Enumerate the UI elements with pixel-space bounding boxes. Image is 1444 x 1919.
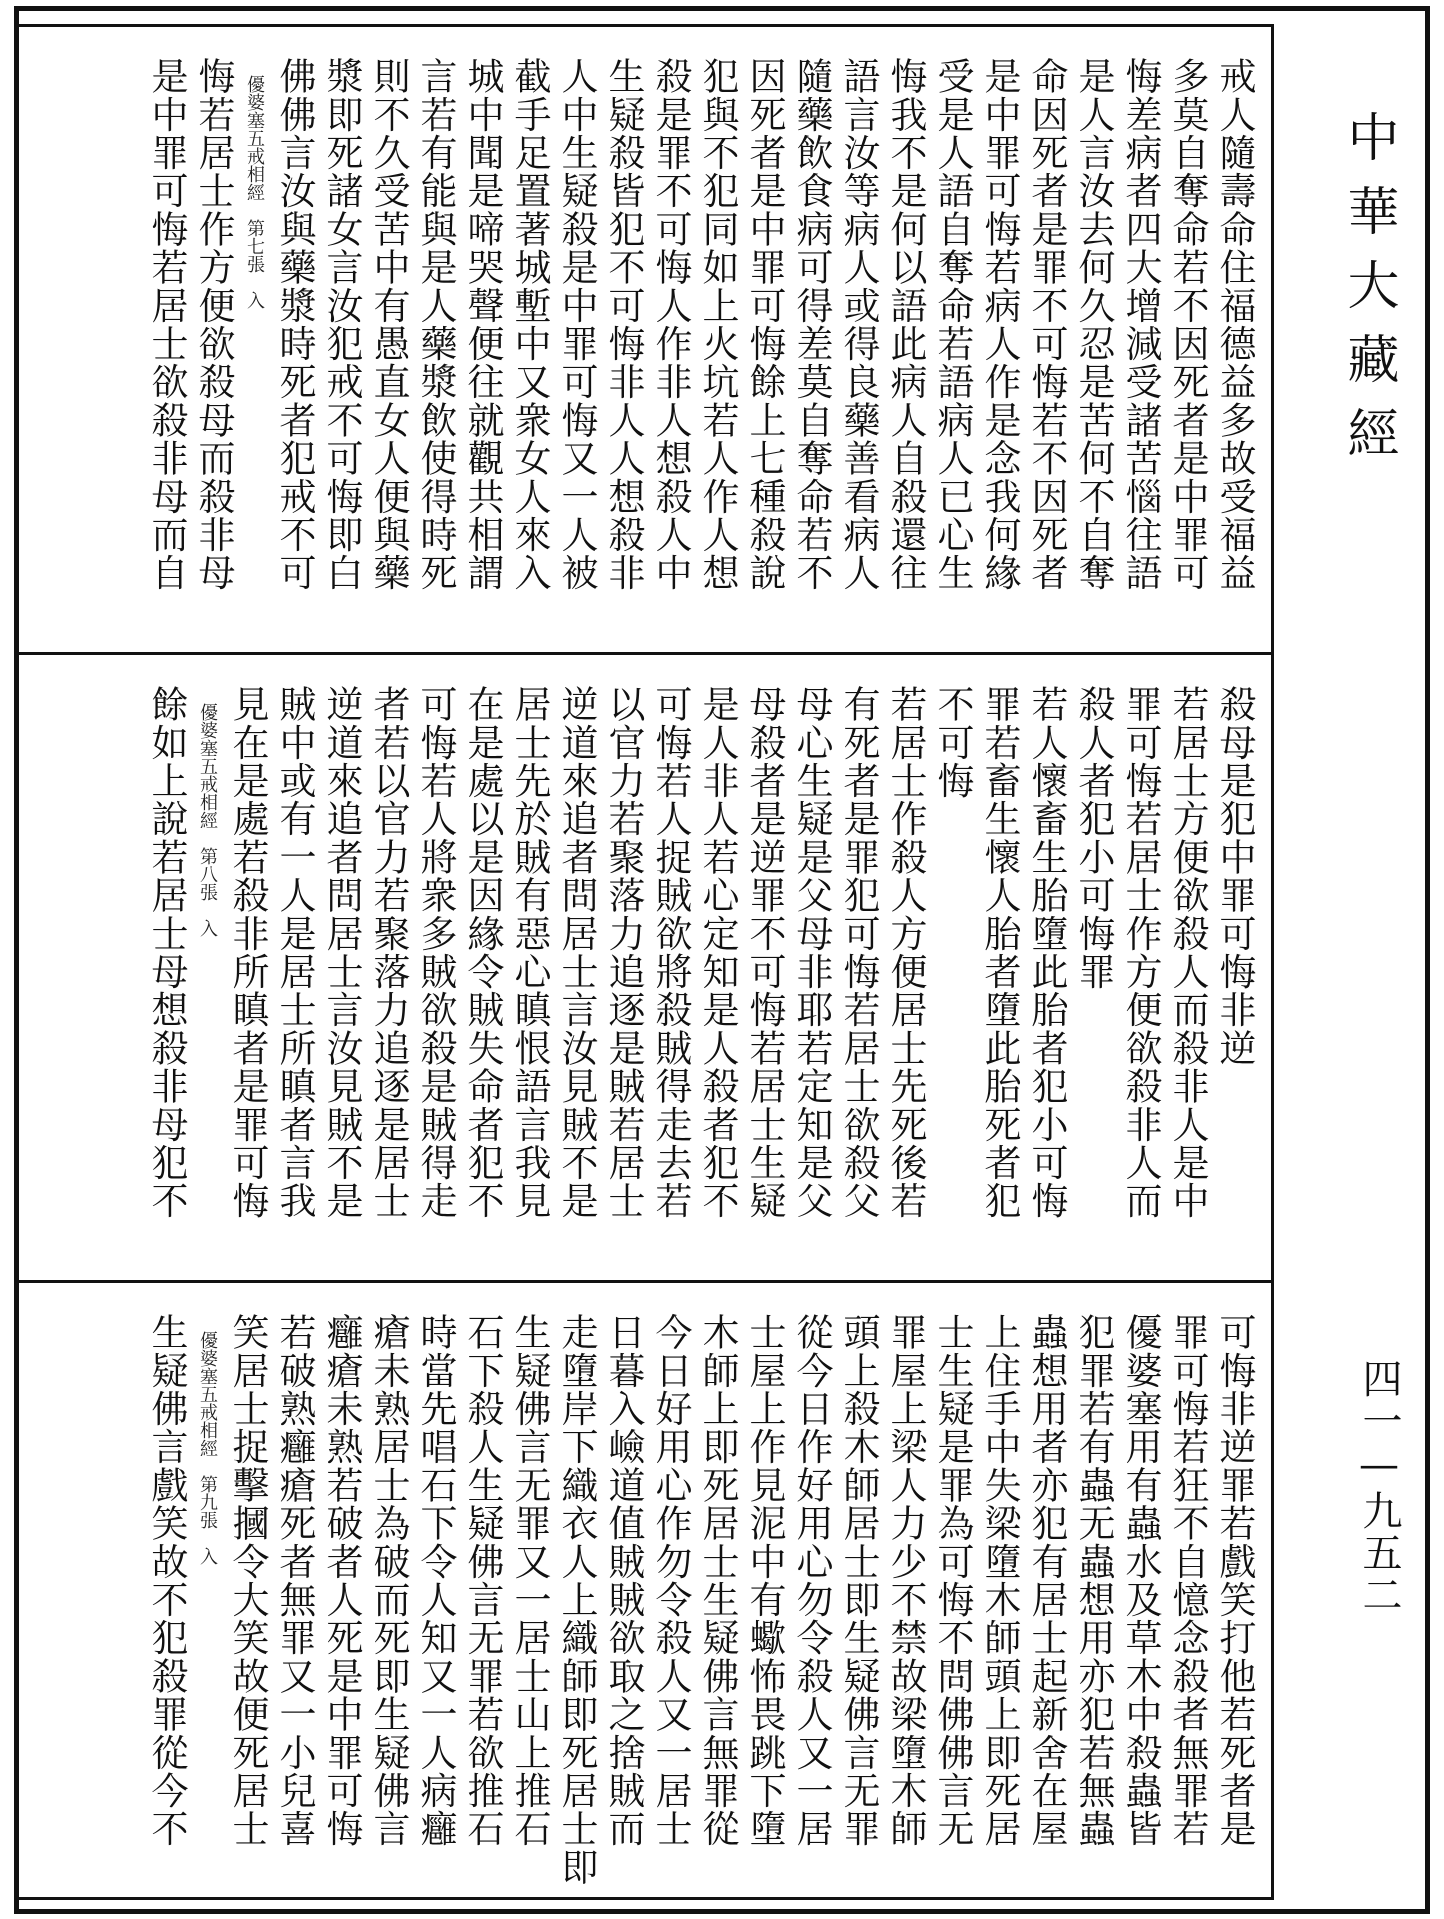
text-column: 罪若畜生懷人胎者墮此胎死者犯: [978, 685, 1021, 1220]
text-column: 城中聞是啼哭聲便往就觀共相謂: [461, 57, 504, 592]
text-column: 若居士方便欲殺人而殺非人是中: [1166, 685, 1209, 1220]
text-column: 是人言汝去何久忍是苦何不自奪: [1072, 57, 1115, 592]
text-column: 母殺者是逆罪不可悔若居士生疑: [743, 685, 786, 1220]
text-column: 罪可悔若居士作方便欲殺非人而: [1119, 685, 1162, 1220]
text-column: 若人懷畜生胎墮此胎者犯小可悔: [1025, 685, 1068, 1220]
text-column: 木師上即死居士生疑佛言無罪從: [696, 1313, 739, 1848]
text-column: 可悔若人將衆多賊欲殺是賊得走: [414, 685, 457, 1220]
text-column: 餘如上說若居士母想殺非母犯不: [145, 685, 188, 1220]
text-column: 頭上殺木師居士即生疑佛言无罪: [837, 1313, 880, 1848]
text-column: 士屋上作見泥中有蠍怖畏跳下墮: [743, 1313, 786, 1848]
text-column: 是人非人若心定知是人殺者犯不: [696, 685, 739, 1220]
text-column: 笑居士捉擊摑令大笑故便死居士: [226, 1313, 269, 1848]
text-column: 見在是處若殺非所瞋者是罪可悔: [226, 685, 269, 1220]
text-column: 生疑殺皆犯不可悔非人人想殺非: [602, 57, 645, 592]
panel-columns: [146, 57, 1255, 633]
text-column: 隨藥飲食病可得差莫自奪命若不: [790, 57, 833, 592]
text-column: 言若有能與是人藥漿飲使得時死: [414, 57, 457, 592]
text-column: 癰瘡未熟若破者人死是中罪可悔: [320, 1313, 363, 1848]
text-column: 生疑佛言戲笑故不犯殺罪從今不: [145, 1313, 188, 1848]
text-column: 多莫自奪命若不因死者是中罪可: [1166, 57, 1209, 592]
scroll-note: 優婆塞五戒相經 第八張 入: [197, 703, 218, 937]
sutra-panel-3: [16, 1280, 1274, 1900]
text-column: 犯罪若有蟲无蟲想用亦犯若無蟲: [1072, 1313, 1115, 1848]
text-column: 日暮入嶮道值賊賊欲取之捨賊而: [602, 1313, 645, 1848]
text-column: 漿即死諸女言汝犯戒不可悔即白: [320, 57, 363, 592]
text-column: 逆道來追者問居士言汝見賊不是: [320, 685, 363, 1220]
text-column: 是中罪可悔若病人作是念我何緣: [978, 57, 1021, 592]
text-column: 在是處以是因緣令賊失命者犯不: [461, 685, 504, 1220]
panel-columns: [146, 685, 1255, 1261]
text-column: 人中生疑殺是中罪可悔又一人被: [555, 57, 598, 592]
text-column: 罪屋上梁人力少不禁故梁墮木師: [884, 1313, 927, 1848]
collection-title: 中華大藏經: [1338, 110, 1398, 480]
text-column: 若破熟癰瘡死者無罪又一小兒喜: [273, 1313, 316, 1848]
text-column: 犯與不犯同如上火坑若人作人想: [696, 57, 739, 592]
text-column: 士生疑是罪為可悔不問佛佛言无: [931, 1313, 974, 1848]
text-column: 受是人語自奪命若語病人已心生: [931, 57, 974, 592]
text-column: 瘡未熟居士為破而死即生疑佛言: [367, 1313, 410, 1848]
text-column: 罪可悔若狂不自憶念殺者無罪若: [1166, 1313, 1209, 1848]
text-column: 則不久受苦中有愚直女人便與藥: [367, 57, 410, 592]
text-column: 優婆塞用有蟲水及草木中殺蟲皆: [1119, 1313, 1162, 1848]
text-column: 殺是罪不可悔人作非人想殺人中: [649, 57, 692, 592]
text-column: 因死者是中罪可悔餘上七種殺說: [743, 57, 786, 592]
text-column: 賊中或有一人是居士所瞋者言我: [273, 685, 316, 1220]
text-column: 殺母是犯中罪可悔非逆: [1213, 685, 1256, 1067]
text-column: 不可悔: [931, 685, 974, 800]
text-column: 若居士作殺人方便居士先死後若: [884, 685, 927, 1220]
scroll-note: 優婆塞五戒相經 第七張 入: [244, 75, 265, 309]
text-column: 有死者是罪犯可悔若居士欲殺父: [837, 685, 880, 1220]
text-column: 戒人隨壽命住福德益多故受福益: [1213, 57, 1256, 592]
text-column: 可悔若人捉賊欲將殺賊得走去若: [649, 685, 692, 1220]
text-column: 以官力若聚落力追逐是賊若居士: [602, 685, 645, 1220]
text-column: 生疑佛言无罪又一居士山上推石: [508, 1313, 551, 1848]
sutra-panel-2: [16, 652, 1274, 1284]
text-column: 悔差病者四大增減受諸苦惱往語: [1119, 57, 1162, 592]
text-column: 蟲想用者亦犯有居士起新舍在屋: [1025, 1313, 1068, 1848]
text-column: 石下殺人生疑佛言无罪若欲推石: [461, 1313, 504, 1848]
text-column: 截手足置著城塹中又衆女人來入: [508, 57, 551, 592]
sutra-panel-1: [16, 24, 1274, 656]
text-column: 命因死者是罪不可悔若不因死者: [1025, 57, 1068, 592]
text-column: 悔若居士作方便欲殺母而殺非母: [192, 57, 235, 592]
text-column: 者若以官力若聚落力追逐是居士: [367, 685, 410, 1220]
text-column: 逆道來追者問居士言汝見賊不是: [555, 685, 598, 1220]
text-column: 可悔非逆罪若戲笑打他若死者是: [1213, 1313, 1256, 1848]
text-column: 從今日作好用心勿令殺人又一居: [790, 1313, 833, 1848]
text-column: 居士先於賊有惡心瞋恨語言我見: [508, 685, 551, 1220]
text-column: 時當先唱石下令人知又一人病癰: [414, 1313, 457, 1848]
page-number: 四一—九五二: [1356, 1358, 1402, 1616]
text-column: 今日好用心作勿令殺人又一居士: [649, 1313, 692, 1848]
panel-columns: [145, 1313, 1256, 1886]
text-column: 母心生疑是父母非耶若定知是父: [790, 685, 833, 1220]
text-column: 語言汝等病人或得良藥善看病人: [837, 57, 880, 592]
text-column: 是中罪可悔若居士欲殺非母而自: [145, 57, 188, 592]
text-column: 悔我不是何以語此病人自殺還往: [884, 57, 927, 592]
text-column: 上住手中失梁墮木師頭上即死居: [978, 1313, 1021, 1848]
text-column: 佛佛言汝與藥漿時死者犯戒不可: [273, 57, 316, 592]
scroll-note: 優婆塞五戒相經 第九張 入: [197, 1331, 218, 1565]
text-column: 殺人者犯小可悔罪: [1072, 685, 1115, 991]
text-column: 走墮岸下織衣人上織師即死居士即: [555, 1313, 598, 1886]
